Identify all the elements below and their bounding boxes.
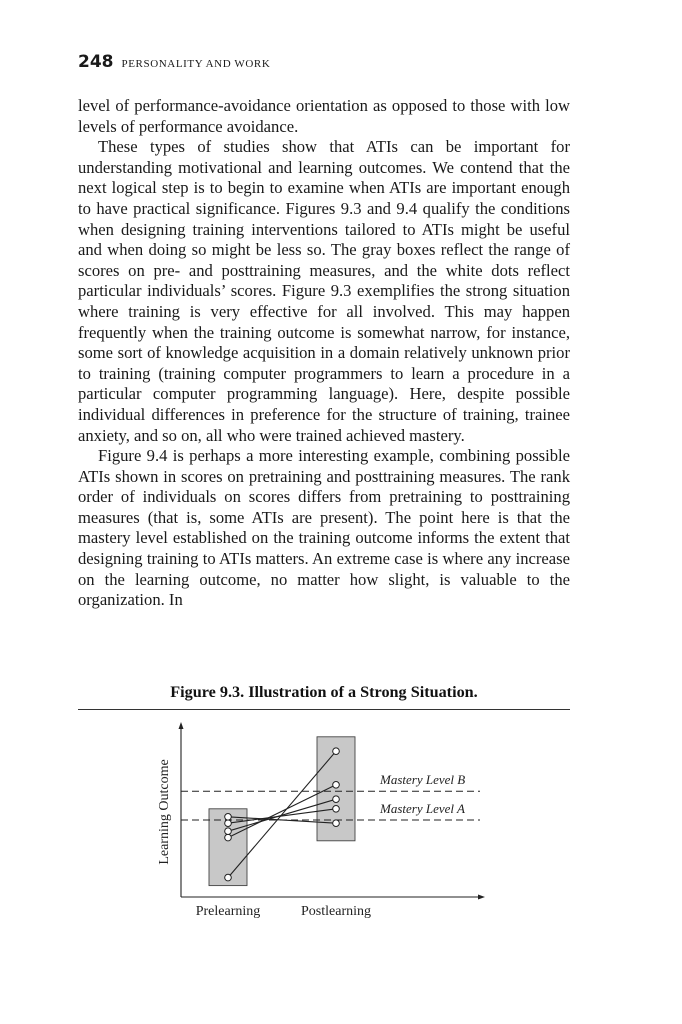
x-tick-label-postlearning: Postlearning <box>301 904 371 919</box>
pre-score-point <box>225 874 232 881</box>
pre-score-point <box>225 828 232 835</box>
page-number: 248 <box>78 52 114 72</box>
post-score-point <box>333 820 340 827</box>
figure-chart <box>150 718 500 928</box>
figure-caption: Figure 9.3. Illustration of a Strong Situation. <box>170 683 478 701</box>
paragraph: Figure 9.4 is perhaps a more interesting example, combining possible ATIs shown in scores on pretraining and posttraining measures. The rank order of individuals on scores differs from pretraining to posttraining measures (that is, some ATIs are present). The point here is that the mastery level established on the training outcome informs the extent that designing training to ATIs matters. An extreme case is where any increase on the learning outcome, no matter how slight, is valuable to the organization. In <box>78 446 570 610</box>
pre-score-point <box>225 834 232 841</box>
running-head <box>78 52 270 72</box>
x-tick-label-prelearning: Prelearning <box>195 904 261 919</box>
post-score-point <box>333 806 340 813</box>
post-score-point <box>333 796 340 803</box>
mastery-label-a: Mastery Level A <box>380 801 465 816</box>
pre-score-point <box>225 814 232 821</box>
mastery-label-b: Mastery Level B <box>380 772 466 788</box>
body-text <box>78 96 570 611</box>
running-title: PERSONALITY AND WORK <box>121 58 271 70</box>
caption-rule <box>78 709 570 710</box>
post-score-point <box>333 748 340 755</box>
paragraph: These types of studies show that ATIs can be important for understanding motivational and learning outcomes. We contend that the next logical step is to begin to examine when ATIs are important enough to have practical significance. Figures 9.3 and 9.4 qualify the conditions when designing training interventions tailored to ATIs might be useful and when doing so might be less so. The gray boxes reflect the range of scores on pre- and posttraining measures, and the white dots reflect particular individuals’ scores. Figure 9.3 exemplifies the strong situation where training is very effective for all involved. This may happen frequently when the training outcome is somewhat narrow, for instance, some sort of knowledge acquisition in a domain relatively unknown prior to training (training computer programmers to learn a procedure in a particular computer programming language). Here, despite possible individual differences in preference for the structure of training, trainee anxiety, and so on, all who were trained achieved mastery. <box>78 137 570 445</box>
paragraph: level of performance-avoidance orientation as opposed to those with low levels of performance avoidance. <box>78 96 570 136</box>
pre-score-point <box>225 820 232 827</box>
post-score-point <box>333 782 340 789</box>
y-axis-title: Learning Outcome <box>157 759 172 865</box>
x-axis-arrow <box>478 895 485 900</box>
y-axis-arrow <box>179 722 184 729</box>
